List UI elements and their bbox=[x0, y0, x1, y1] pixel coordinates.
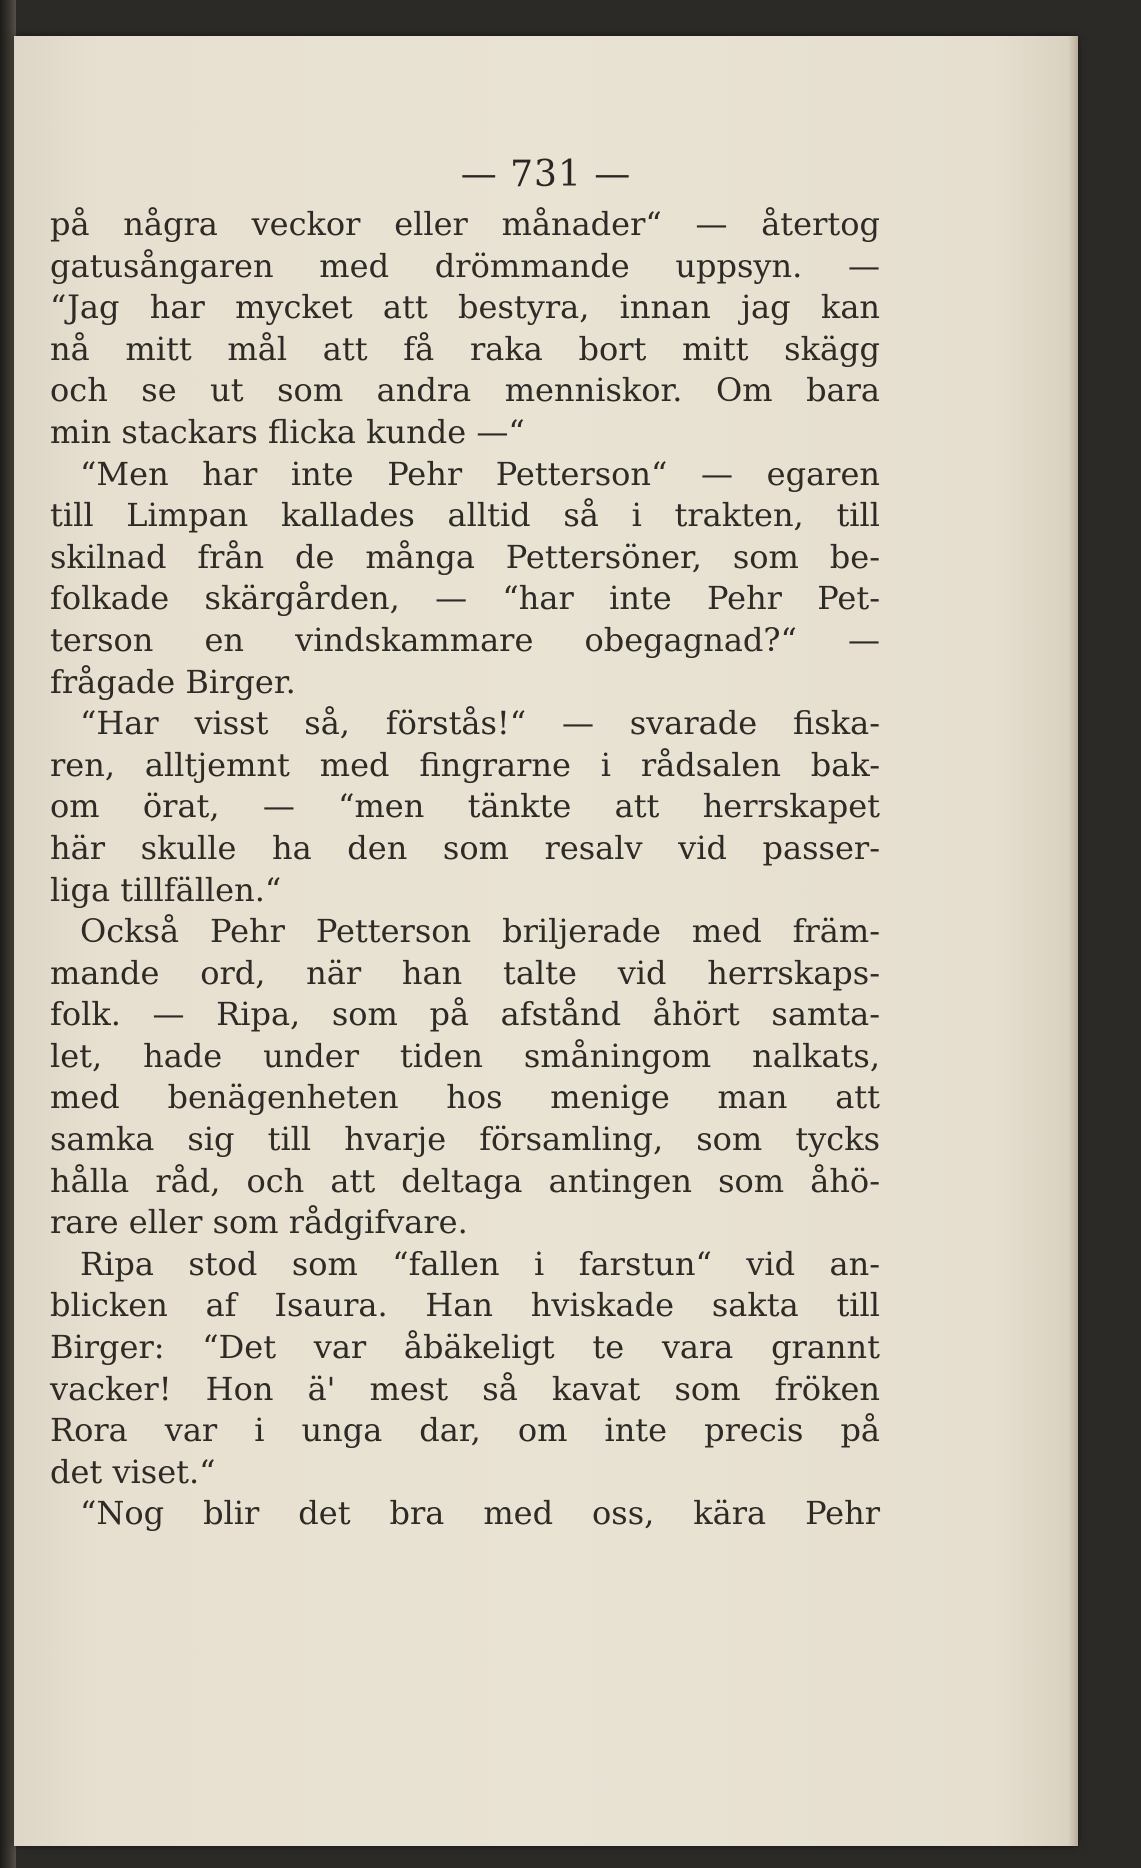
book-page bbox=[14, 36, 1078, 1846]
text-line: här skulle ha den som resalv vid passer- bbox=[50, 828, 880, 867]
text-line: till Limpan kallades alltid så i trakten, till bbox=[50, 496, 880, 535]
text-line: terson en vindskammare obegagnad?“ — bbox=[50, 620, 880, 659]
text-line: folk. — Ripa, som på afstånd åhört samta- bbox=[50, 995, 880, 1034]
text-line: Också Pehr Petterson briljerade med främ- bbox=[80, 912, 880, 951]
text-line: blicken af Isaura. Han hviskade sakta till bbox=[50, 1286, 880, 1325]
text-line: “Har visst så, förstås!“ — svarade fiska- bbox=[80, 704, 880, 743]
text-line: skilnad från de många Pettersöner, som be- bbox=[50, 537, 880, 576]
text-line: samka sig till hvarje församling, som tycks bbox=[50, 1120, 880, 1159]
text-line: “Nog blir det bra med oss, kära Pehr bbox=[80, 1494, 880, 1533]
text-line: rare eller som rådgifvare. bbox=[50, 1203, 468, 1242]
text-line: Ripa stod som “fallen i farstun“ vid an- bbox=[80, 1244, 880, 1283]
text-line: nå mitt mål att få raka bort mitt skägg bbox=[50, 329, 880, 368]
text-line: min stackars flicka kunde —“ bbox=[50, 412, 525, 451]
text-line: frågade Birger. bbox=[50, 662, 296, 701]
text-line: folkade skärgården, — “har inte Pehr Pet- bbox=[50, 579, 880, 618]
text-line: hålla råd, och att deltaga antingen som åhö- bbox=[50, 1161, 880, 1200]
text-line: vacker! Hon ä' mest så kavat som fröken bbox=[50, 1369, 880, 1408]
text-line: ren, alltjemnt med fingrarne i rådsalen bak- bbox=[50, 745, 880, 784]
text-line: med benägenheten hos menige man att bbox=[50, 1078, 880, 1117]
text-line: och se ut som andra menniskor. Om bara bbox=[50, 371, 880, 410]
text-line: mande ord, när han talte vid herrskaps- bbox=[50, 953, 880, 992]
page-shadow-edge bbox=[1068, 36, 1078, 1846]
text-line: liga tillfällen.“ bbox=[50, 870, 282, 909]
text-line: “Jag har mycket att bestyra, innan jag kan bbox=[50, 288, 880, 327]
text-line: på några veckor eller månader“ — återtog bbox=[50, 205, 880, 243]
text-line: gatusångaren med drömmande uppsyn. — bbox=[50, 246, 880, 285]
text-line: “Men har inte Pehr Petterson“ — egaren bbox=[80, 454, 880, 493]
text-line: om örat, — “men tänkte att herrskapet bbox=[50, 787, 880, 826]
text-line: Rora var i unga dar, om inte precis på bbox=[50, 1411, 880, 1450]
text-line: let, hade under tiden småningom nalkats, bbox=[50, 1036, 880, 1075]
text-line: Birger: “Det var åbäkeligt te vara grannt bbox=[50, 1328, 880, 1367]
text-line: det viset.“ bbox=[50, 1452, 216, 1491]
body-text bbox=[50, 204, 880, 1535]
page-number: — 731 — bbox=[460, 154, 632, 195]
